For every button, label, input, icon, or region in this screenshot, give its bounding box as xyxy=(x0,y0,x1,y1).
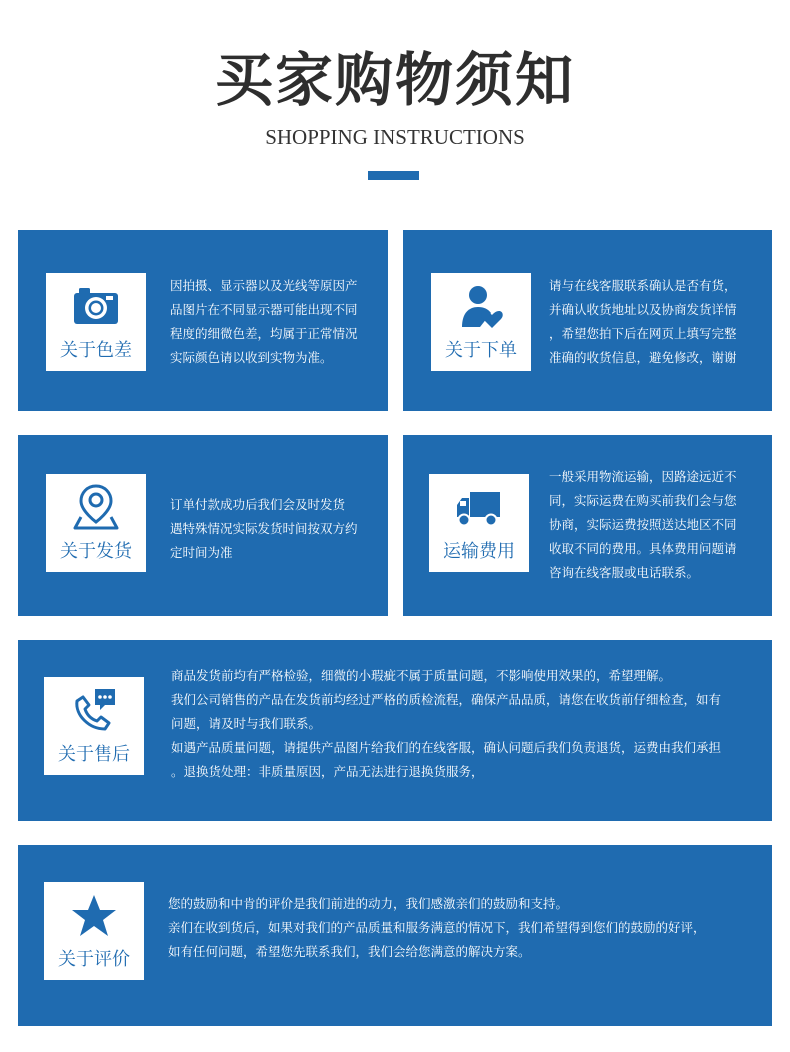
text-line: 程度的细微色差，均属于正常情况 xyxy=(170,326,358,341)
freight-cost-label: 运输费用 xyxy=(443,541,515,562)
text-line: 并确认收货地址以及协商发货详情 xyxy=(549,302,737,317)
star-icon xyxy=(69,892,119,938)
text-line: 咨询在线客服或电话联系。 xyxy=(549,565,700,580)
truck-icon xyxy=(454,484,504,530)
text-line: 遇特殊情况实际发货时间按双方约 xyxy=(170,521,358,536)
text-line: 同，实际运费在购买前我们会与您 xyxy=(549,493,737,508)
phone-chat-icon xyxy=(69,687,119,733)
shipping-text xyxy=(170,493,380,565)
text-line: 您的鼓励和中肯的评价是我们前进的动力，我们感激亲们的鼓励和支持。 xyxy=(168,896,569,911)
reviews-label: 关于评价 xyxy=(58,949,130,970)
freight-cost-icon-box xyxy=(429,474,529,572)
page-title: 买家购物须知 xyxy=(214,46,575,114)
ordering-label: 关于下单 xyxy=(445,340,517,361)
camera-icon xyxy=(71,283,121,329)
text-line: 如有任何问题，希望您先联系我们，我们会给您满意的解决方案。 xyxy=(168,944,531,959)
reviews-text xyxy=(168,892,766,964)
text-line: 实际颜色请以收到实物为准。 xyxy=(170,350,333,365)
text-line: 请与在线客服联系确认是否有货， xyxy=(549,278,737,293)
page-subtitle: SHOPPING INSTRUCTIONS xyxy=(265,125,525,149)
text-line: 一般采用物流运输，因路途远近不 xyxy=(549,469,737,484)
after-sales-card xyxy=(18,640,772,821)
shipping-card xyxy=(18,435,388,616)
title-divider xyxy=(368,171,419,180)
ordering-icon-box xyxy=(431,273,531,371)
location-pin-icon xyxy=(71,484,121,530)
after-sales-icon-box xyxy=(44,677,144,775)
text-line: 我们公司销售的产品在发货前均经过严格的质检流程，确保产品品质，请您在收货前仔细检查，如有 xyxy=(171,692,722,707)
color-difference-card xyxy=(18,230,388,411)
text-line: 协商，实际运费按照送达地区不同 xyxy=(549,517,737,532)
text-line: 商品发货前均有严格检验，细微的小瑕疵不属于质量问题，不影响使用效果的，希望理解。 xyxy=(171,668,672,683)
color-difference-icon-box xyxy=(46,273,146,371)
text-line: 收取不同的费用。具体费用问题请 xyxy=(549,541,737,556)
color-difference-text xyxy=(170,274,380,370)
shipping-label: 关于发货 xyxy=(60,541,132,562)
text-line: 亲们在收到货后，如果对我们的产品质量和服务满意的情况下，我们希望得到您们的鼓励的好评， xyxy=(168,920,706,935)
text-line: 如遇产品质量问题，请提供产品图片给我们的在线客服，确认问题后我们负责退货，运费由我们承担 xyxy=(171,740,722,755)
text-line: 订单付款成功后我们会及时发货 xyxy=(170,497,346,512)
after-sales-label: 关于售后 xyxy=(58,744,130,765)
customer-service-icon xyxy=(456,283,506,329)
text-line: 品图片在不同显示器可能出现不同 xyxy=(170,302,358,317)
after-sales-text xyxy=(171,664,769,784)
text-line: ，希望您拍下后在网页上填写完整 xyxy=(549,326,737,341)
text-line: 定时间为准 xyxy=(170,545,233,560)
freight-cost-card xyxy=(403,435,772,616)
reviews-card xyxy=(18,845,772,1026)
ordering-text xyxy=(549,274,763,370)
ordering-card xyxy=(403,230,772,411)
shipping-icon-box xyxy=(46,474,146,572)
text-line: 问题，请及时与我们联系。 xyxy=(171,716,322,731)
reviews-icon-box xyxy=(44,882,144,980)
freight-cost-text xyxy=(549,465,763,585)
text-line: 。退换货处理：非质量原因，产品无法进行退换货服务， xyxy=(171,764,484,779)
text-line: 因拍摄、显示器以及光线等原因产 xyxy=(170,278,358,293)
color-difference-label: 关于色差 xyxy=(60,340,132,361)
text-line: 准确的收货信息，避免修改，谢谢 xyxy=(549,350,737,365)
